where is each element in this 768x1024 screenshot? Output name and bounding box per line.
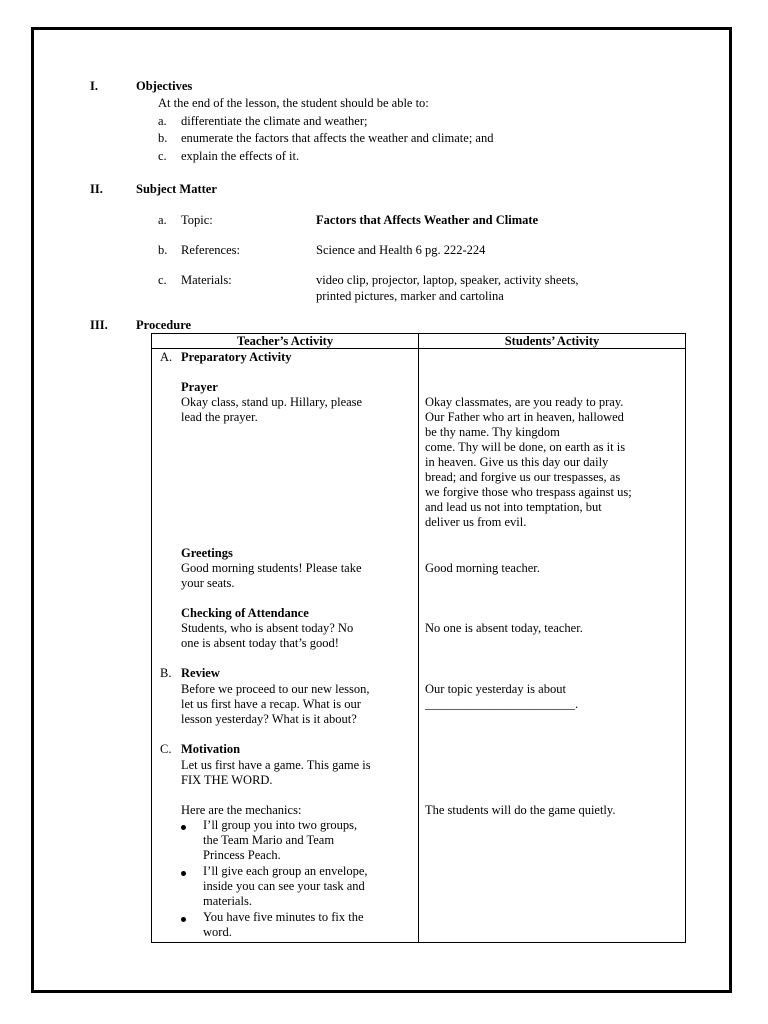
student-prayer-line: in heaven. Give us this day our daily — [425, 455, 609, 469]
materials-value-line: video clip, projector, laptop, speaker, activity sheets, — [316, 273, 579, 287]
bullet-icon — [181, 825, 186, 830]
student-review-line: Our topic yesterday is about — [425, 682, 566, 696]
subject-matter-number: II. — [90, 182, 103, 196]
objectives-intro: At the end of the lesson, the student should be able to: — [158, 96, 429, 110]
section-letter: C. — [160, 742, 172, 756]
teacher-line: let us first have a recap. What is our — [181, 697, 361, 711]
mechanic-line: I’ll give each group an envelope, — [203, 864, 368, 878]
subject-label: References: — [181, 243, 240, 257]
teacher-line: Before we proceed to our new lesson, — [181, 682, 370, 696]
student-prayer-line: be thy name. Thy kingdom — [425, 425, 560, 439]
objective-letter: c. — [158, 149, 167, 163]
mechanic-line: I’ll group you into two groups, — [203, 818, 358, 832]
student-greeting: Good morning teacher. — [425, 561, 540, 575]
preparatory-activity-title: Preparatory Activity — [181, 350, 292, 364]
mechanic-line: the Team Mario and Team — [203, 833, 335, 847]
teacher-activity-header: Teacher’s Activity — [152, 334, 419, 349]
student-prayer-line: we forgive those who trespass against us; — [425, 485, 632, 499]
student-attendance: No one is absent today, teacher. — [425, 621, 583, 635]
bullet-icon — [181, 871, 186, 876]
section-letter: B. — [160, 666, 172, 680]
motivation-title: Motivation — [181, 742, 241, 756]
subject-letter: b. — [158, 243, 168, 257]
teacher-line: Good morning students! Please take — [181, 561, 362, 575]
teacher-line: lesson yesterday? What is it about? — [181, 712, 357, 726]
mechanic-line: materials. — [203, 894, 252, 908]
greetings-title: Greetings — [181, 546, 233, 560]
objective-item: differentiate the climate and weather; — [181, 114, 368, 128]
section-letter: A. — [160, 350, 173, 364]
procedure-table — [151, 333, 686, 943]
student-prayer-line: deliver us from evil. — [425, 515, 527, 529]
prayer-title: Prayer — [181, 380, 218, 394]
objective-letter: b. — [158, 131, 168, 145]
student-review-blank: ________________________. — [425, 697, 579, 711]
bullet-icon — [181, 917, 186, 922]
objective-letter: a. — [158, 114, 167, 128]
subject-label: Topic: — [181, 213, 213, 227]
objective-item: explain the effects of it. — [181, 149, 300, 163]
objectives-number: I. — [90, 79, 98, 93]
teacher-line: one is absent today that’s good! — [181, 636, 339, 650]
mechanic-line: word. — [203, 925, 232, 939]
attendance-title: Checking of Attendance — [181, 606, 309, 620]
student-prayer-line: come. Thy will be done, on earth as it is — [425, 440, 626, 454]
subject-label: Materials: — [181, 273, 232, 287]
materials-value-line: printed pictures, marker and cartolina — [316, 289, 504, 303]
students-activity-cell — [419, 349, 686, 943]
mechanic-line: Princess Peach. — [203, 848, 281, 862]
teacher-line: Okay class, stand up. Hillary, please — [181, 395, 363, 409]
teacher-line: your seats. — [181, 576, 235, 590]
teacher-line: Students, who is absent today? No — [181, 621, 354, 635]
references-value: Science and Health 6 pg. 222-224 — [316, 243, 486, 257]
objectives-heading: Objectives — [136, 79, 193, 93]
teacher-activity-cell — [152, 349, 419, 943]
topic-value: Factors that Affects Weather and Climate — [316, 213, 539, 227]
student-game: The students will do the game quietly. — [425, 803, 616, 817]
procedure-number: III. — [90, 318, 108, 332]
teacher-line: Let us first have a game. This game is — [181, 758, 371, 772]
student-prayer-line: and lead us not into temptation, but — [425, 500, 602, 514]
mechanics-intro: Here are the mechanics: — [181, 803, 302, 817]
student-prayer-line: Okay classmates, are you ready to pray. — [425, 395, 624, 409]
objective-item: enumerate the factors that affects the weather and climate; and — [181, 131, 494, 145]
subject-matter-heading: Subject Matter — [136, 182, 217, 196]
students-activity-header: Students’ Activity — [419, 334, 686, 349]
mechanic-line: inside you can see your task and — [203, 879, 365, 893]
procedure-heading: Procedure — [136, 318, 192, 332]
subject-letter: c. — [158, 273, 167, 287]
student-prayer-line: Our Father who art in heaven, hallowed — [425, 410, 624, 424]
subject-letter: a. — [158, 213, 167, 227]
mechanic-line: You have five minutes to fix the — [203, 910, 364, 924]
review-title: Review — [181, 666, 220, 680]
teacher-line: FIX THE WORD. — [181, 773, 273, 787]
student-prayer-line: bread; and forgive us our trespasses, as — [425, 470, 621, 484]
teacher-line: lead the prayer. — [181, 410, 258, 424]
